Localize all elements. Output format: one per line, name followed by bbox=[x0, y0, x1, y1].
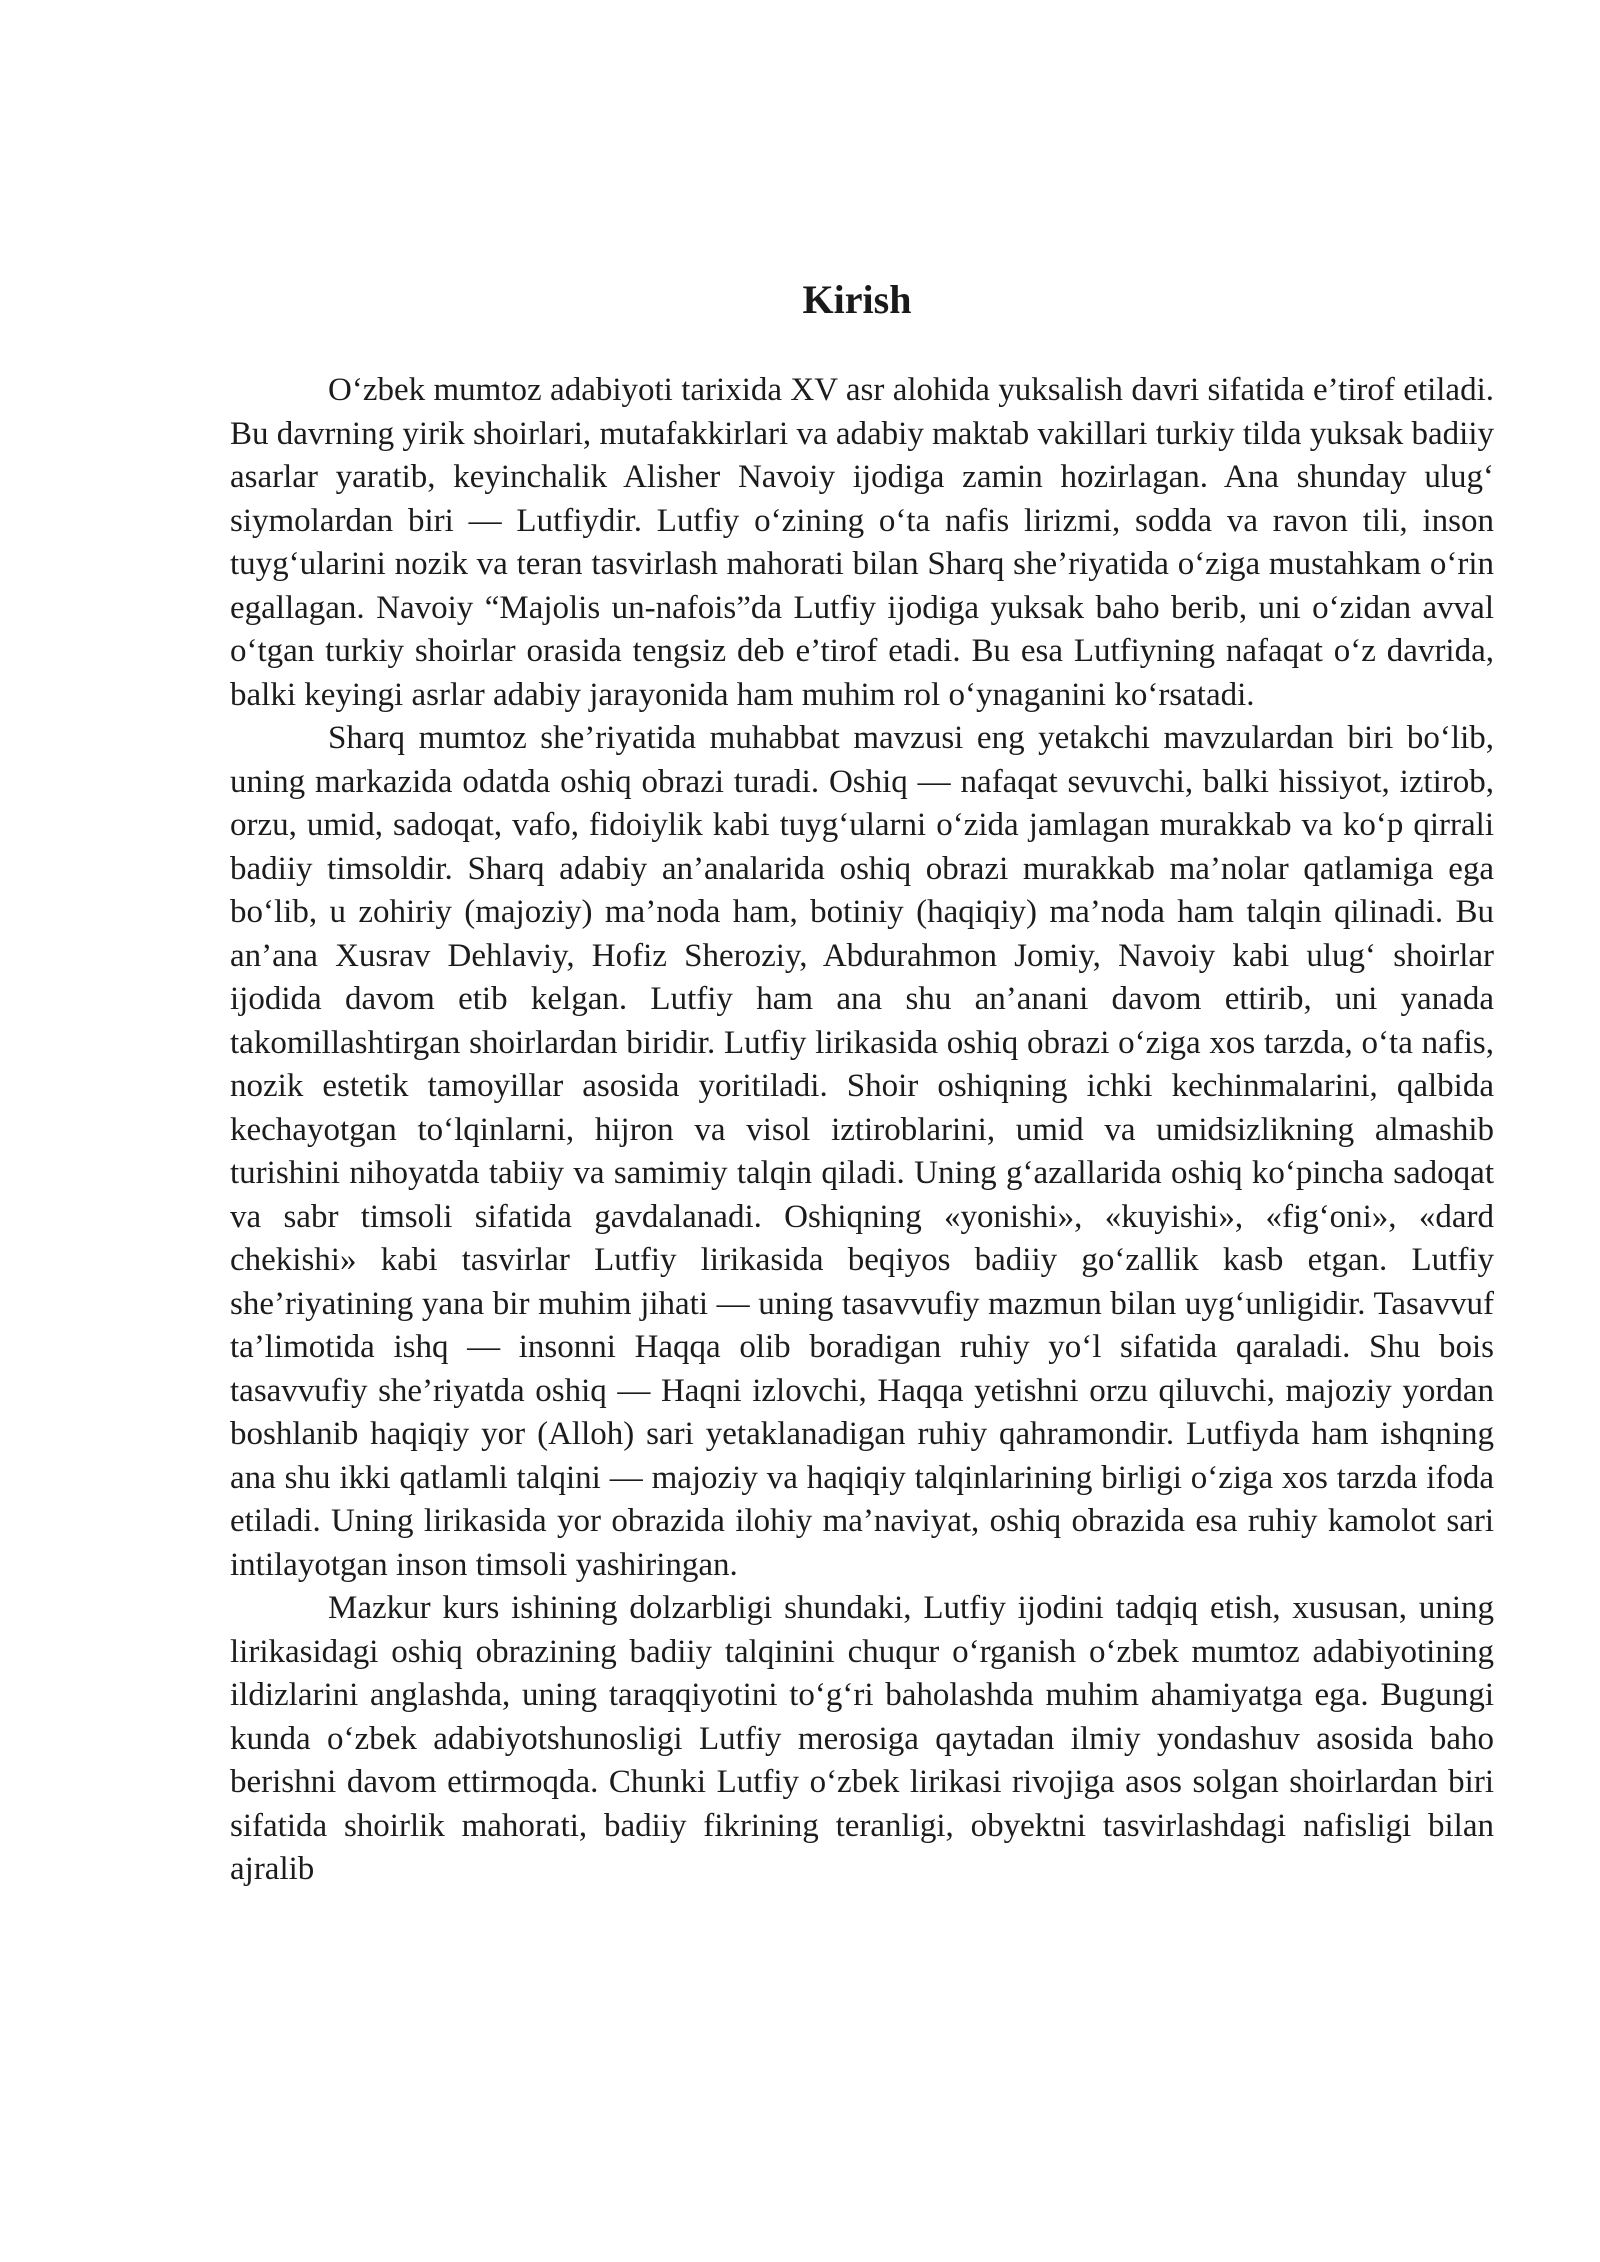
page-title: Kirish bbox=[802, 277, 912, 322]
paragraph-2: Sharq mumtoz she’riyatida muhabbat mavzusi eng yetakchi mavzulardan biri bo‘lib, uning markazida odatda oshiq obrazi turadi. Oshiq — nafaqat sevuvchi, balki hissiyot, iztirob, orzu, umid, sadoqat, vafo, fidoiylik kabi tuyg‘ularni o‘zida jamlagan murakkab va ko‘p qirrali badiiy timsoldir. Sharq adabiy an’analarida oshiq obrazi murakkab ma’nolar qatlamiga ega bo‘lib, u zohiriy (majoziy) ma’noda ham, botiniy (haqiqiy) ma’noda ham talqin qilinadi. Bu an’ana Xusrav Dehlaviy, Hofiz Sheroziy, Abdurahmon Jomiy, Navoiy kabi ulug‘ shoirlar ijodida davom etib kelgan. Lutfiy ham ana shu an’anani davom ettirib, uni yanada takomillashtirgan shoirlardan biridir. Lutfiy lirikasida oshiq obrazi o‘ziga xos tarzda, o‘ta nafis, nozik estetik tamoyillar asosida yoritiladi. Shoir oshiqning ichki kechinmalarini, qalbida kechayotgan to‘lqinlarni, hijron va visol iztiroblarini, umid va umidsizlikning almashib turishini nihoyatda tabiiy va samimiy talqin qiladi. Uning g‘azallarida oshiq ko‘pincha sadoqat va sabr timsoli sifatida gavdalanadi. Oshiqning «yonishi», «kuyishi», «fig‘oni», «dard chekishi» kabi tasvirlar Lutfiy lirikasida beqiyos badiiy go‘zallik kasb etgan. Lutfiy she’riyatining yana bir muhim jihati — uning tasavvufiy mazmun bilan uyg‘unligidir. Tasavvuf ta’limotida ishq — insonni Haqqa olib boradigan ruhiy yo‘l sifatida qaraladi. Shu bois tasavvufiy she’riyatda oshiq — Haqni izlovchi, Haqqa yetishni orzu qiluvchi, majoziy yordan boshlanib haqiqiy yor (Alloh) sari yetaklanadigan ruhiy qahramondir. Lutfiyda ham ishqning ana shu ikki qatlamli talqini — majoziy va haqiqiy talqinlarining birligi o‘ziga xos tarzda ifoda etiladi. Uning lirikasida yor obrazida ilohiy ma’naviyat, oshiq obrazida esa ruhiy kamolot sari intilayotgan inson timsoli yashiringan. bbox=[230, 720, 1494, 1583]
body-text bbox=[230, 369, 1494, 1892]
paragraph-3: Mazkur kurs ishining dolzarbligi shundaki, Lutfiy ijodini tadqiq etish, xususan, uning lirikasidagi oshiq obrazining badiiy talqinini chuqur o‘rganish o‘zbek mumtoz adabiyotining ildizlarini anglashda, uning taraqqiyotini to‘g‘ri baholashda muhim ahamiyatga ega. Bugungi kunda o‘zbek adabiyotshunosligi Lutfiy merosiga qaytadan ilmiy yondashuv asosida baho berishni davom ettirmoqda. Chunki Lutfiy o‘zbek lirikasi rivojiga asos solgan shoirlardan biri sifatida shoirlik mahorati, badiiy fikrining teranligi, obyektni tasvirlashdagi nafisligi bilan ajralib bbox=[230, 1590, 1494, 1887]
paragraph-1: O‘zbek mumtoz adabiyoti tarixida XV asr alohida yuksalish davri sifatida e’tirof etiladi. Bu davrning yirik shoirlari, mutafakkirlari va adabiy maktab vakillari turkiy tilda yuksak badiiy asarlar yaratib, keyinchalik Alisher Navoiy ijodiga zamin hozirlagan. Ana shunday ulug‘ siymolardan biri — Lutfiydir. Lutfiy o‘zining o‘ta nafis lirizmi, sodda va ravon tili, inson tuyg‘ularini nozik va teran tasvirlash mahorati bilan Sharq she’riyatida o‘ziga mustahkam o‘rin egallagan. Navoiy “Majolis un-nafois”da Lutfiy ijodiga yuksak baho berib, uni o‘zidan avval o‘tgan turkiy shoirlar orasida tengsiz deb e’tirof etadi. Bu esa Lutfiyning nafaqat o‘z davrida, balki keyingi asrlar adabiy jarayonida ham muhim rol o‘ynaganini ko‘rsatadi. bbox=[230, 372, 1494, 713]
